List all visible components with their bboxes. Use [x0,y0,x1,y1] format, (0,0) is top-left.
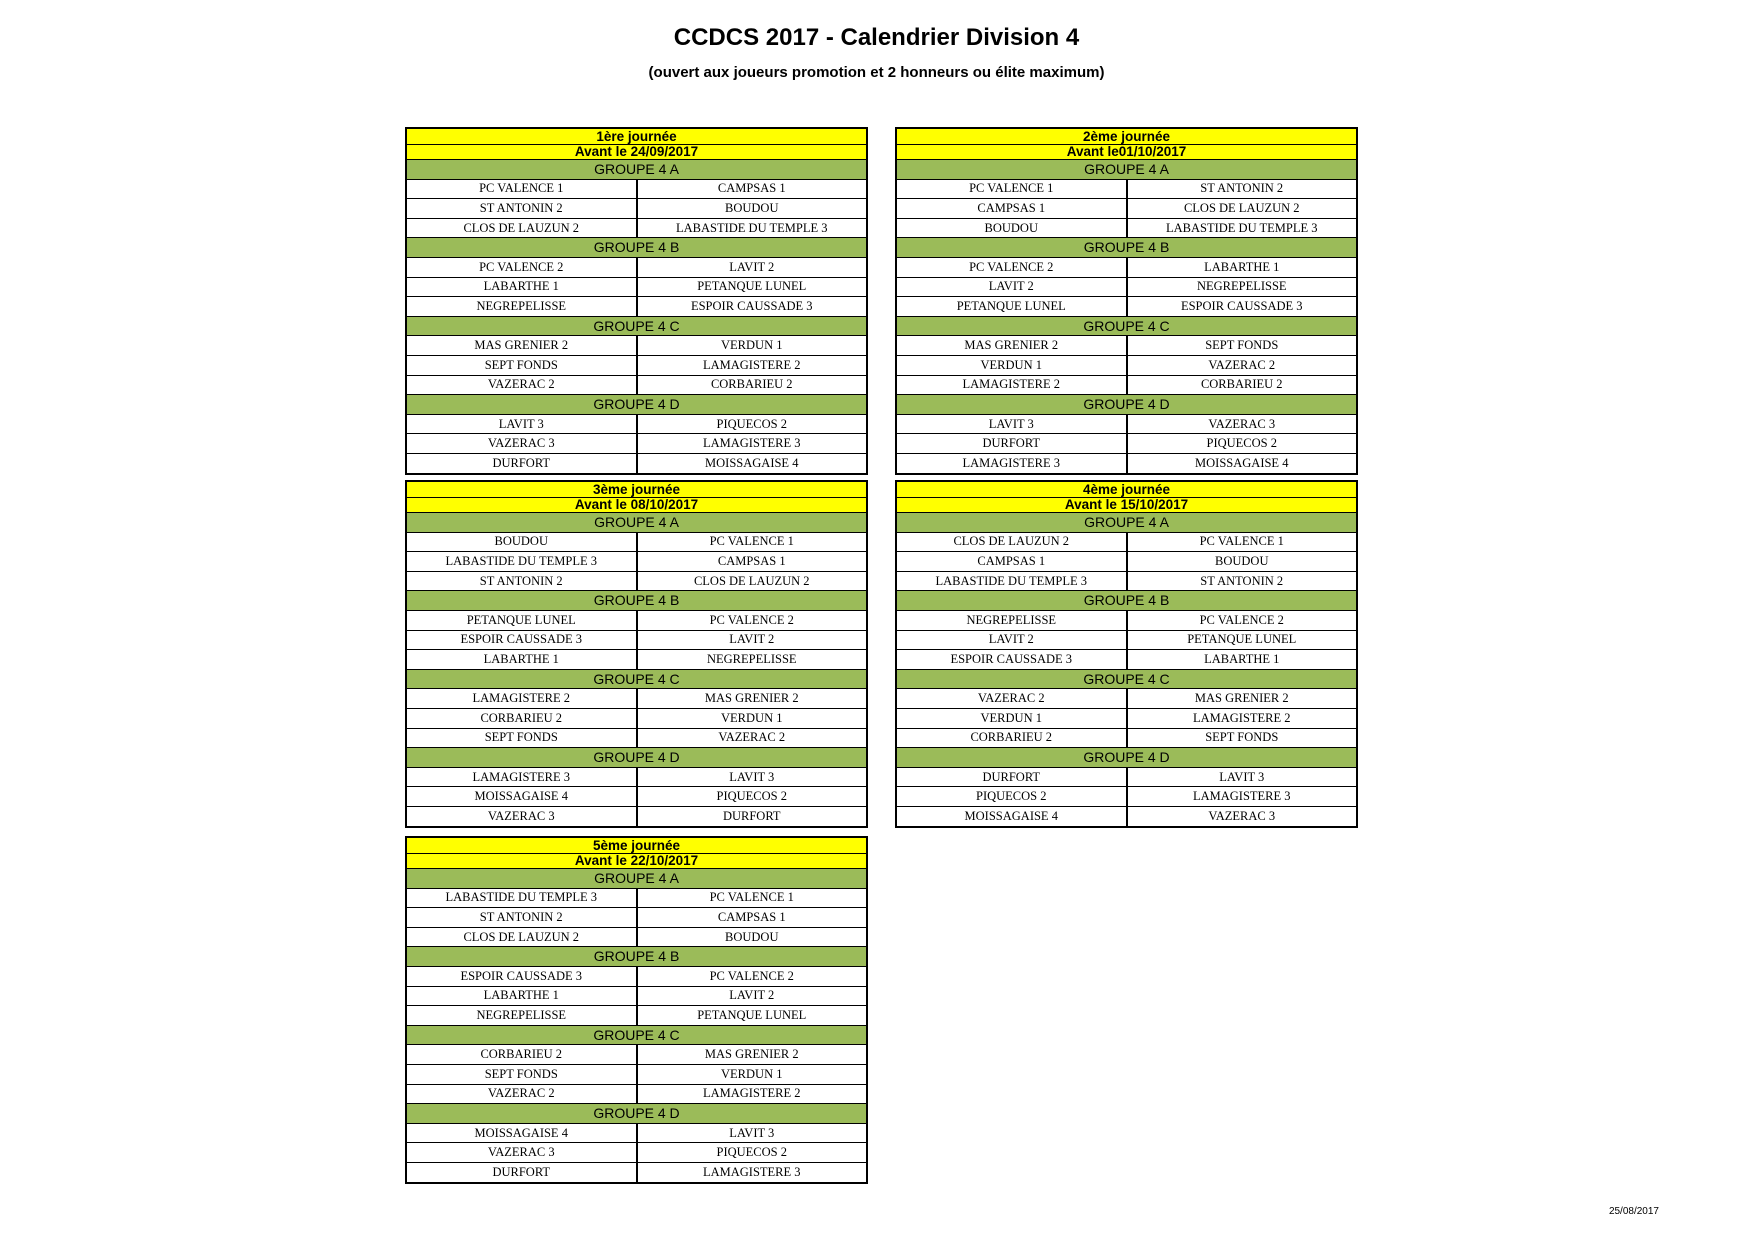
home-team: LAVIT 3 [896,414,1127,434]
away-team: PC VALENCE 2 [637,610,868,630]
round-name: 4ème journée [896,481,1357,497]
match-row [896,630,1357,650]
away-team: PIQUECOS 2 [637,1143,868,1163]
home-team: LAMAGISTERE 3 [406,767,637,787]
group-header [406,395,867,415]
match-row [406,453,867,473]
match-row [406,767,867,787]
group-header [896,238,1357,258]
group-header [406,1104,867,1124]
away-team: VAZERAC 3 [1127,806,1358,826]
home-team: LABARTHE 1 [406,650,637,670]
match-row [896,277,1357,297]
away-team: LAMAGISTERE 3 [637,1162,868,1182]
round-table-4 [895,480,1358,828]
home-team: SEPT FONDS [406,355,637,375]
home-team: VERDUN 1 [896,355,1127,375]
match-row [896,728,1357,748]
away-team: CORBARIEU 2 [637,375,868,395]
round-deadline-row [406,853,867,869]
match-row [896,610,1357,630]
match-row [406,179,867,199]
round-table-5 [405,836,868,1184]
away-team: LAMAGISTERE 3 [637,434,868,454]
group-header [896,748,1357,768]
match-row [896,806,1357,826]
home-team: DURFORT [896,434,1127,454]
home-team: LAMAGISTERE 2 [406,689,637,709]
match-row [896,199,1357,219]
match-row [406,1064,867,1084]
match-row [406,1162,867,1182]
round-table-1 [405,127,868,475]
match-row [406,888,867,908]
match-row [406,908,867,928]
home-team: LAVIT 2 [896,277,1127,297]
match-row [406,689,867,709]
away-team: PETANQUE LUNEL [637,277,868,297]
home-team: ESPOIR CAUSSADE 3 [406,630,637,650]
home-team: LABARTHE 1 [406,277,637,297]
home-team: LABASTIDE DU TEMPLE 3 [406,888,637,908]
away-team: ST ANTONIN 2 [1127,571,1358,591]
home-team: DURFORT [896,767,1127,787]
group-header [406,947,867,967]
home-team: NEGREPELISSE [406,1006,637,1026]
home-team: MOISSAGAISE 4 [406,787,637,807]
group-label: GROUPE 4 A [896,160,1357,180]
group-header [406,316,867,336]
group-header [896,513,1357,533]
home-team: CLOS DE LAUZUN 2 [406,927,637,947]
away-team: LAVIT 3 [637,767,868,787]
away-team: LABARTHE 1 [1127,650,1358,670]
away-team: PIQUECOS 2 [637,787,868,807]
group-label: GROUPE 4 B [406,591,867,611]
home-team: CLOS DE LAUZUN 2 [896,532,1127,552]
match-row [406,650,867,670]
round-deadline: Avant le 15/10/2017 [896,497,1357,513]
home-team: PC VALENCE 1 [896,179,1127,199]
home-team: LAMAGISTERE 2 [896,375,1127,395]
group-header [896,316,1357,336]
home-team: PETANQUE LUNEL [406,610,637,630]
group-header [406,1025,867,1045]
away-team: SEPT FONDS [1127,728,1358,748]
away-team: LABASTIDE DU TEMPLE 3 [637,218,868,238]
match-row [406,610,867,630]
away-team: MOISSAGAISE 4 [637,453,868,473]
match-row [406,1045,867,1065]
match-row [896,453,1357,473]
group-label: GROUPE 4 A [406,869,867,889]
home-team: VAZERAC 2 [406,1084,637,1104]
away-team: BOUDOU [1127,552,1358,572]
away-team: ESPOIR CAUSSADE 3 [1127,297,1358,317]
away-team: PC VALENCE 1 [637,888,868,908]
away-team: LABARTHE 1 [1127,257,1358,277]
away-team: LAMAGISTERE 2 [637,355,868,375]
group-label: GROUPE 4 A [896,513,1357,533]
home-team: CORBARIEU 2 [406,1045,637,1065]
away-team: LAVIT 2 [637,630,868,650]
home-team: LAVIT 2 [896,630,1127,650]
group-label: GROUPE 4 B [406,947,867,967]
away-team: VAZERAC 3 [1127,414,1358,434]
round-name: 2ème journée [896,128,1357,144]
group-header [896,395,1357,415]
home-team: MAS GRENIER 2 [896,336,1127,356]
away-team: DURFORT [637,806,868,826]
round-deadline: Avant le01/10/2017 [896,144,1357,160]
match-row [896,708,1357,728]
home-team: CORBARIEU 2 [406,708,637,728]
home-team: LAMAGISTERE 3 [896,453,1127,473]
home-team: VAZERAC 2 [896,689,1127,709]
group-label: GROUPE 4 C [896,669,1357,689]
away-team: SEPT FONDS [1127,336,1358,356]
away-team: BOUDOU [637,927,868,947]
home-team: VAZERAC 3 [406,1143,637,1163]
home-team: DURFORT [406,1162,637,1182]
group-label: GROUPE 4 C [406,316,867,336]
match-row [896,689,1357,709]
home-team: LABASTIDE DU TEMPLE 3 [406,552,637,572]
round-deadline-row [406,144,867,160]
match-row [896,179,1357,199]
match-row [406,966,867,986]
away-team: PC VALENCE 1 [1127,532,1358,552]
away-team: PETANQUE LUNEL [637,1006,868,1026]
away-team: VAZERAC 2 [637,728,868,748]
group-header [896,591,1357,611]
home-team: BOUDOU [896,218,1127,238]
home-team: DURFORT [406,453,637,473]
match-row [406,199,867,219]
home-team: ST ANTONIN 2 [406,571,637,591]
match-row [406,1143,867,1163]
away-team: LAVIT 2 [637,986,868,1006]
match-row [406,1123,867,1143]
match-row [406,257,867,277]
group-label: GROUPE 4 D [406,1104,867,1124]
match-row [406,532,867,552]
home-team: PC VALENCE 1 [406,179,637,199]
home-team: LAVIT 3 [406,414,637,434]
group-header [406,513,867,533]
match-row [896,375,1357,395]
round-deadline: Avant le 08/10/2017 [406,497,867,513]
away-team: MOISSAGAISE 4 [1127,453,1358,473]
away-team: MAS GRENIER 2 [637,689,868,709]
round-deadline: Avant le 22/10/2017 [406,853,867,869]
away-team: MAS GRENIER 2 [1127,689,1358,709]
away-team: ESPOIR CAUSSADE 3 [637,297,868,317]
match-row [406,1084,867,1104]
home-team: PIQUECOS 2 [896,787,1127,807]
match-row [896,787,1357,807]
away-team: MAS GRENIER 2 [637,1045,868,1065]
match-row [896,571,1357,591]
home-team: MAS GRENIER 2 [406,336,637,356]
away-team: CAMPSAS 1 [637,908,868,928]
match-row [406,571,867,591]
match-row [406,728,867,748]
round-name: 5ème journée [406,837,867,853]
match-row [896,552,1357,572]
away-team: LAMAGISTERE 3 [1127,787,1358,807]
match-row [896,532,1357,552]
round-table-2 [895,127,1358,475]
group-label: GROUPE 4 D [896,748,1357,768]
home-team: ST ANTONIN 2 [406,908,637,928]
away-team: LABASTIDE DU TEMPLE 3 [1127,218,1358,238]
round-header [406,481,867,497]
round-deadline-row [896,497,1357,513]
match-row [406,218,867,238]
match-row [406,630,867,650]
home-team: SEPT FONDS [406,1064,637,1084]
match-row [406,434,867,454]
match-row [406,787,867,807]
home-team: SEPT FONDS [406,728,637,748]
match-row [896,297,1357,317]
home-team: NEGREPELISSE [896,610,1127,630]
home-team: NEGREPELISSE [406,297,637,317]
home-team: MOISSAGAISE 4 [896,806,1127,826]
away-team: PIQUECOS 2 [1127,434,1358,454]
home-team: VAZERAC 3 [406,806,637,826]
group-header [406,591,867,611]
round-deadline-row [896,144,1357,160]
match-row [406,708,867,728]
away-team: LAMAGISTERE 2 [1127,708,1358,728]
away-team: LAMAGISTERE 2 [637,1084,868,1104]
round-deadline-row [406,497,867,513]
group-label: GROUPE 4 B [896,238,1357,258]
home-team: BOUDOU [406,532,637,552]
round-deadline: Avant le 24/09/2017 [406,144,867,160]
home-team: ESPOIR CAUSSADE 3 [896,650,1127,670]
home-team: CAMPSAS 1 [896,552,1127,572]
match-row [896,767,1357,787]
home-team: PC VALENCE 2 [406,257,637,277]
group-header [406,869,867,889]
group-header [406,160,867,180]
home-team: MOISSAGAISE 4 [406,1123,637,1143]
home-team: ST ANTONIN 2 [406,199,637,219]
round-header [896,481,1357,497]
group-label: GROUPE 4 D [406,748,867,768]
match-row [406,414,867,434]
away-team: PC VALENCE 2 [1127,610,1358,630]
match-row [406,297,867,317]
group-label: GROUPE 4 B [896,591,1357,611]
round-name: 1ère journée [406,128,867,144]
away-team: CAMPSAS 1 [637,179,868,199]
match-row [896,336,1357,356]
page-subtitle: (ouvert aux joueurs promotion et 2 honneurs ou élite maximum) [648,64,1105,81]
round-header [896,128,1357,144]
match-row [406,277,867,297]
match-row [406,552,867,572]
match-row [406,806,867,826]
home-team: CLOS DE LAUZUN 2 [406,218,637,238]
away-team: LAVIT 2 [637,257,868,277]
round-table-3 [405,480,868,828]
home-team: LABARTHE 1 [406,986,637,1006]
away-team: PETANQUE LUNEL [1127,630,1358,650]
away-team: LAVIT 3 [1127,767,1358,787]
away-team: PC VALENCE 2 [637,966,868,986]
home-team: LABASTIDE DU TEMPLE 3 [896,571,1127,591]
match-row [406,1006,867,1026]
away-team: NEGREPELISSE [637,650,868,670]
home-team: ESPOIR CAUSSADE 3 [406,966,637,986]
match-row [896,650,1357,670]
away-team: VAZERAC 2 [1127,355,1358,375]
group-label: GROUPE 4 A [406,513,867,533]
match-row [406,986,867,1006]
home-team: PC VALENCE 2 [896,257,1127,277]
away-team: LAVIT 3 [637,1123,868,1143]
match-row [896,218,1357,238]
round-header [406,837,867,853]
match-row [896,257,1357,277]
away-team: VERDUN 1 [637,1064,868,1084]
home-team: CORBARIEU 2 [896,728,1127,748]
home-team: PETANQUE LUNEL [896,297,1127,317]
match-row [406,927,867,947]
group-label: GROUPE 4 D [896,395,1357,415]
group-header [406,669,867,689]
away-team: BOUDOU [637,199,868,219]
home-team: VAZERAC 2 [406,375,637,395]
away-team: CORBARIEU 2 [1127,375,1358,395]
group-header [896,669,1357,689]
match-row [406,375,867,395]
away-team: CLOS DE LAUZUN 2 [1127,199,1358,219]
away-team: CAMPSAS 1 [637,552,868,572]
group-header [896,160,1357,180]
page-title: CCDCS 2017 - Calendrier Division 4 [673,24,1080,51]
away-team: PIQUECOS 2 [637,414,868,434]
match-row [406,336,867,356]
away-team: ST ANTONIN 2 [1127,179,1358,199]
match-row [406,355,867,375]
away-team: CLOS DE LAUZUN 2 [637,571,868,591]
round-name: 3ème journée [406,481,867,497]
match-row [896,355,1357,375]
home-team: VERDUN 1 [896,708,1127,728]
match-row [896,434,1357,454]
footer-date: 25/08/2017 [1608,1206,1659,1217]
group-label: GROUPE 4 C [896,316,1357,336]
group-label: GROUPE 4 D [406,395,867,415]
away-team: PC VALENCE 1 [637,532,868,552]
group-header [406,238,867,258]
home-team: CAMPSAS 1 [896,199,1127,219]
away-team: NEGREPELISSE [1127,277,1358,297]
match-row [896,414,1357,434]
group-header [406,748,867,768]
group-label: GROUPE 4 A [406,160,867,180]
round-header [406,128,867,144]
group-label: GROUPE 4 C [406,669,867,689]
away-team: VERDUN 1 [637,708,868,728]
away-team: VERDUN 1 [637,336,868,356]
home-team: VAZERAC 3 [406,434,637,454]
group-label: GROUPE 4 C [406,1025,867,1045]
group-label: GROUPE 4 B [406,238,867,258]
